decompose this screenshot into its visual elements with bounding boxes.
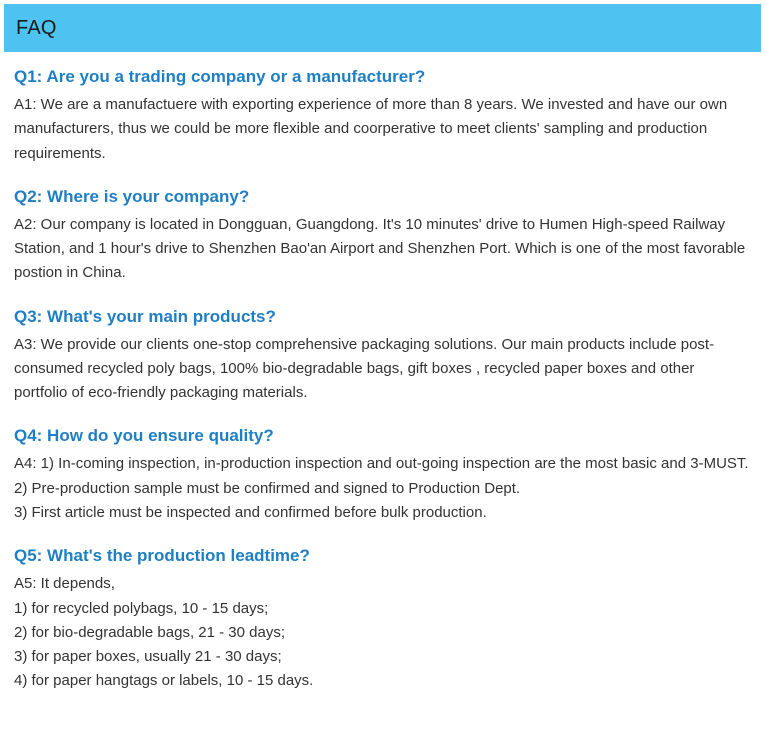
faq-answer-line: 2) Pre-production sample must be confirmed and signed to Production Dept.	[14, 479, 521, 497]
faq-item	[14, 425, 751, 525]
faq-header-bar	[4, 4, 761, 52]
faq-question: Q4: How do you ensure quality?	[14, 426, 274, 446]
faq-question: Q1: Are you a trading company or a manufacturer?	[14, 67, 426, 86]
faq-item	[14, 66, 751, 166]
faq-answer-line: 3) for paper boxes, usually 21 - 30 days;	[14, 648, 282, 666]
faq-question: Q5: What's the production leadtime?	[14, 546, 310, 566]
faq-item	[14, 186, 751, 286]
faq-answer-line: A4: 1) In-coming inspection, in-production inspection and out-going inspection are the most basic and 3-MUST.	[14, 455, 749, 473]
faq-answer-line: 4) for paper hangtags or labels, 10 - 15 days.	[14, 672, 314, 690]
faq-answer-line: A3: We provide our clients one-stop comprehensive packaging solutions. Our main products include post-consumed recycled poly bags, 100% bio-degradable bags, gift boxes , recycled paper boxes and other portfolio of eco-friendly packaging materials.	[14, 335, 715, 402]
faq-content	[0, 52, 765, 694]
faq-answer-line: 3) First article must be inspected and confirmed before bulk production.	[14, 504, 487, 522]
faq-answer-line: 1) for recycled polybags, 10 - 15 days;	[14, 599, 269, 617]
faq-answer-line: A1: We are a manufactuere with exporting experience of more than 8 years. We invested and have our own manufacturers, thus we could be more flexible and coorperative to meet clients' sampling and production requirements.	[14, 95, 728, 162]
faq-item	[14, 306, 751, 406]
page-title: FAQ	[16, 16, 57, 39]
faq-question: Q2: Where is your company?	[14, 186, 250, 206]
faq-item	[14, 545, 751, 693]
faq-answer-line: 2) for bio-degradable bags, 21 - 30 days;	[14, 623, 286, 641]
faq-page	[0, 4, 765, 752]
faq-answer-line: A2: Our company is located in Dongguan, Guangdong. It's 10 minutes' drive to Humen High-speed Railway Station, and 1 hour's drive to Shenzhen Bao'an Airport and Shenzhen Port. Which is one of the most favorable postion in China.	[14, 215, 746, 282]
faq-answer-line: A5: It depends,	[14, 575, 115, 593]
faq-question: Q3: What's your main products?	[14, 306, 276, 326]
